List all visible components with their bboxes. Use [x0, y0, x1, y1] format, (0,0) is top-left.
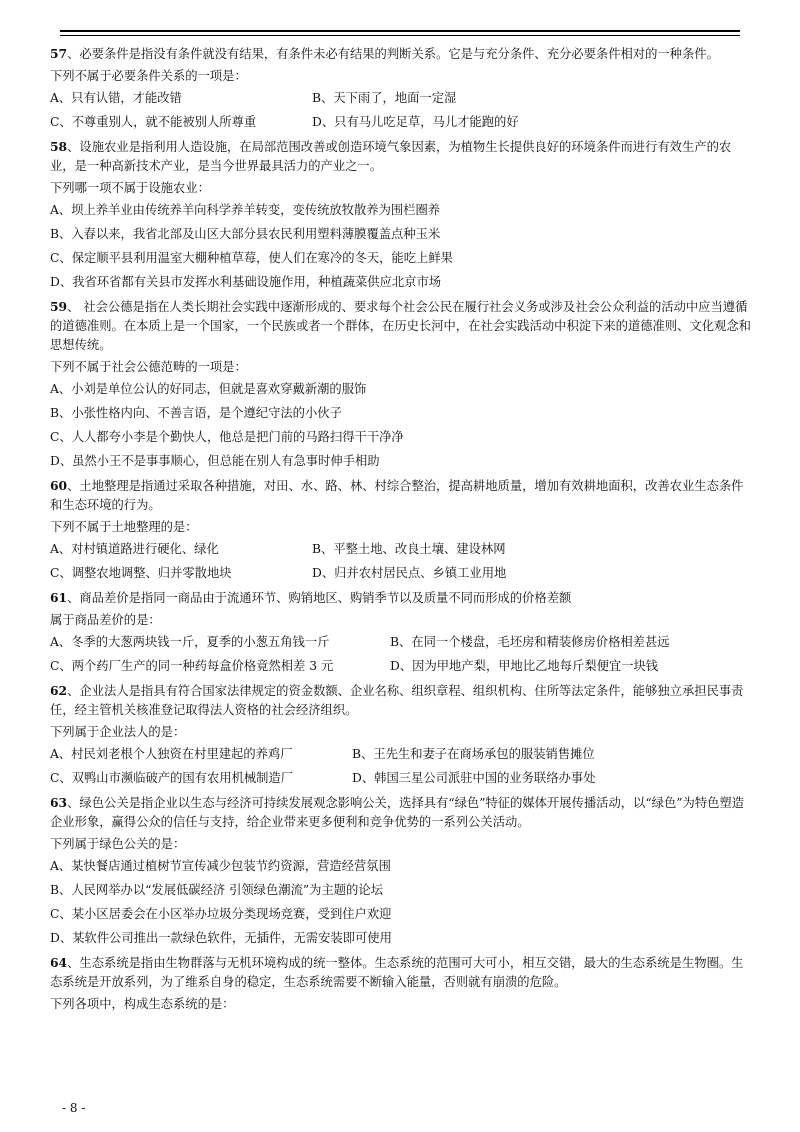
- question-number: 63: [50, 795, 68, 810]
- question-prompt: 下列哪一项不属于设施农业：: [50, 181, 210, 195]
- question-stem: 58、设施农业是指利用人造设施，在局部范围改善或创造环境气象因素，为植物生长提供良好的环境条件而进行有效生产的农业，是一种高新技术产业，是当今世界最具活力的产业之一。: [50, 139, 732, 173]
- option-d: D、因为甲地产梨，甲地比乙地每斤梨便宜一块钱: [390, 659, 659, 673]
- option-a: A、坝上养羊业由传统养羊向科学养羊转变，变传统放牧散养为围栏圈养: [50, 203, 441, 217]
- option-d: D、某软件公司推出一款绿色软件，无插件，无需安装即可使用: [50, 931, 392, 945]
- option-a: A、村民刘老根个人独资在村里建起的养鸡厂: [50, 747, 293, 761]
- question-64: [50, 953, 755, 1014]
- question-stem: 60、土地整理是指通过采取各种措施，对田、水、路、林、村综合整治，提高耕地质量，增加有效耕地面积，改善农业生态条件和生态环境的行为。: [50, 478, 744, 512]
- option-b: B、平整土地、改良土壤、建设林网: [312, 542, 506, 556]
- question-stem: 62、企业法人是指具有符合国家法律规定的资金数额、企业名称、组织章程、组织机构、住所等法定条件，能够独立承担民事责任，经主管机关核准登记取得法人资格的社会经济组织。: [50, 683, 744, 717]
- question-number: 61: [50, 590, 68, 605]
- header-rule-thin: [60, 35, 740, 36]
- question-stem: 57、必要条件是指没有条件就没有结果，有条件未必有结果的判断关系。它是与充分条件、充分必要条件相对的一种条件。: [50, 46, 719, 61]
- question-stem: 64、生态系统是指由生物群落与无机环境构成的统一整体。生态系统的范围可大可小，相互交错，最大的生态系统是生物圈。生态系统是开放系列，为了维系自身的稳定，生态系统需要不断输入能量，否则就有崩溃的危险。: [50, 955, 744, 989]
- page-number: - 8 -: [62, 1101, 86, 1115]
- question-prompt: 下列不属于社会公德范畴的一项是：: [50, 360, 247, 374]
- option-a: A、对村镇道路进行硬化、绿化: [50, 542, 219, 556]
- option-d: D、韩国三星公司派驻中国的业务联络办事处: [352, 771, 596, 785]
- header-rule-thick: [60, 30, 740, 32]
- question-number: 60: [50, 478, 68, 493]
- question-63: [50, 793, 755, 948]
- question-prompt: 下列不属于必要条件关系的一项是：: [50, 69, 247, 83]
- question-number: 57: [50, 46, 68, 61]
- option-b: B、王先生和妻子在商场承包的服装销售摊位: [352, 747, 595, 761]
- question-prompt: 下列属于绿色公关的是：: [50, 837, 186, 851]
- option-b: B、入春以来，我省北部及山区大部分县农民利用塑料薄膜覆盖点种玉米: [50, 227, 441, 241]
- option-c: C、某小区居委会在小区举办垃圾分类现场竞赛，受到住户欢迎: [50, 907, 392, 921]
- question-prompt: 下列各项中，构成生态系统的是：: [50, 997, 235, 1011]
- question-stem: 59、 社会公德是指在人类长期社会实践中逐渐形成的、要求每个社会公民在履行社会义务或涉及社会公众利益的活动中应当遵循的道德准则。在本质上是一个国家，一个民族或者一个群体，在历史长河中，在社会实践活动中积淀下来的道德准则、文化观念和思想传统。: [50, 299, 751, 352]
- question-prompt: 属于商品差价的是：: [50, 613, 161, 627]
- question-60: [50, 476, 755, 583]
- question-number: 64: [50, 955, 68, 970]
- option-c: C、两个药厂生产的同一种药每盒价格竟然相差 3 元: [50, 659, 334, 673]
- question-prompt: 下列不属于土地整理的是：: [50, 520, 198, 534]
- option-c: C、调整农地调整、归并零散地块: [50, 566, 232, 580]
- question-61: [50, 588, 755, 676]
- option-c: C、双鸭山市濒临破产的国有农用机械制造厂: [50, 771, 294, 785]
- option-d: D、只有马儿吃足草，马儿才能跑的好: [312, 115, 519, 129]
- option-b: B、在同一个楼盘，毛坯房和精装修房价格相差甚远: [390, 635, 670, 649]
- option-b: B、小张性格内向、不善言语，是个遵纪守法的小伙子: [50, 406, 342, 420]
- question-stem: 61、商品差价是指同一商品由于流通环节、购销地区、购销季节以及质量不同而形成的价格差额: [50, 590, 572, 605]
- option-a: A、冬季的大葱两块钱一斤，夏季的小葱五角钱一斤: [50, 635, 330, 649]
- option-b: B、人民网举办以“发展低碳经济 引领绿色潮流”为主题的论坛: [50, 883, 383, 897]
- question-number: 59: [50, 299, 68, 314]
- question-prompt: 下列属于企业法人的是：: [50, 725, 186, 739]
- option-c: C、不尊重别人，就不能被别人所尊重: [50, 115, 257, 129]
- option-a: A、某快餐店通过植树节宣传减少包装节约资源，营造经营氛围: [50, 859, 391, 873]
- question-number: 58: [50, 139, 68, 154]
- option-b: B、天下雨了，地面一定湿: [312, 91, 457, 105]
- question-stem: 63、绿色公关是指企业以生态与经济可持续发展观念影响公关，选择具有“绿色”特征的媒体开展传播活动，以“绿色”为特色塑造企业形象，赢得公众的信任与支持，给企业带来更多便利和竞争优势的一系列公关活动。: [50, 795, 745, 829]
- option-d: D、我省环省都有关县市发挥水利基础设施作用，种植蔬菜供应北京市场: [50, 275, 442, 289]
- option-c: C、人人都夸小李是个勤快人，他总是把门前的马路扫得干干净净: [50, 430, 404, 444]
- question-57: [50, 44, 755, 132]
- option-d: D、归并农村居民点、乡镇工业用地: [312, 566, 507, 580]
- option-a: A、小刘是单位公认的好同志，但就是喜欢穿戴新潮的服饰: [50, 382, 367, 396]
- option-c: C、保定顺平县利用温室大棚种植草莓，使人们在寒冷的冬天，能吃上鲜果: [50, 251, 453, 265]
- option-a: A、只有认错，才能改错: [50, 91, 182, 105]
- question-59: [50, 297, 755, 471]
- document-body: [50, 44, 755, 1017]
- option-d: D、虽然小王不是事事顺心，但总能在别人有急事时伸手相助: [50, 454, 380, 468]
- question-58: [50, 137, 755, 292]
- question-62: [50, 681, 755, 788]
- question-number: 62: [50, 683, 68, 698]
